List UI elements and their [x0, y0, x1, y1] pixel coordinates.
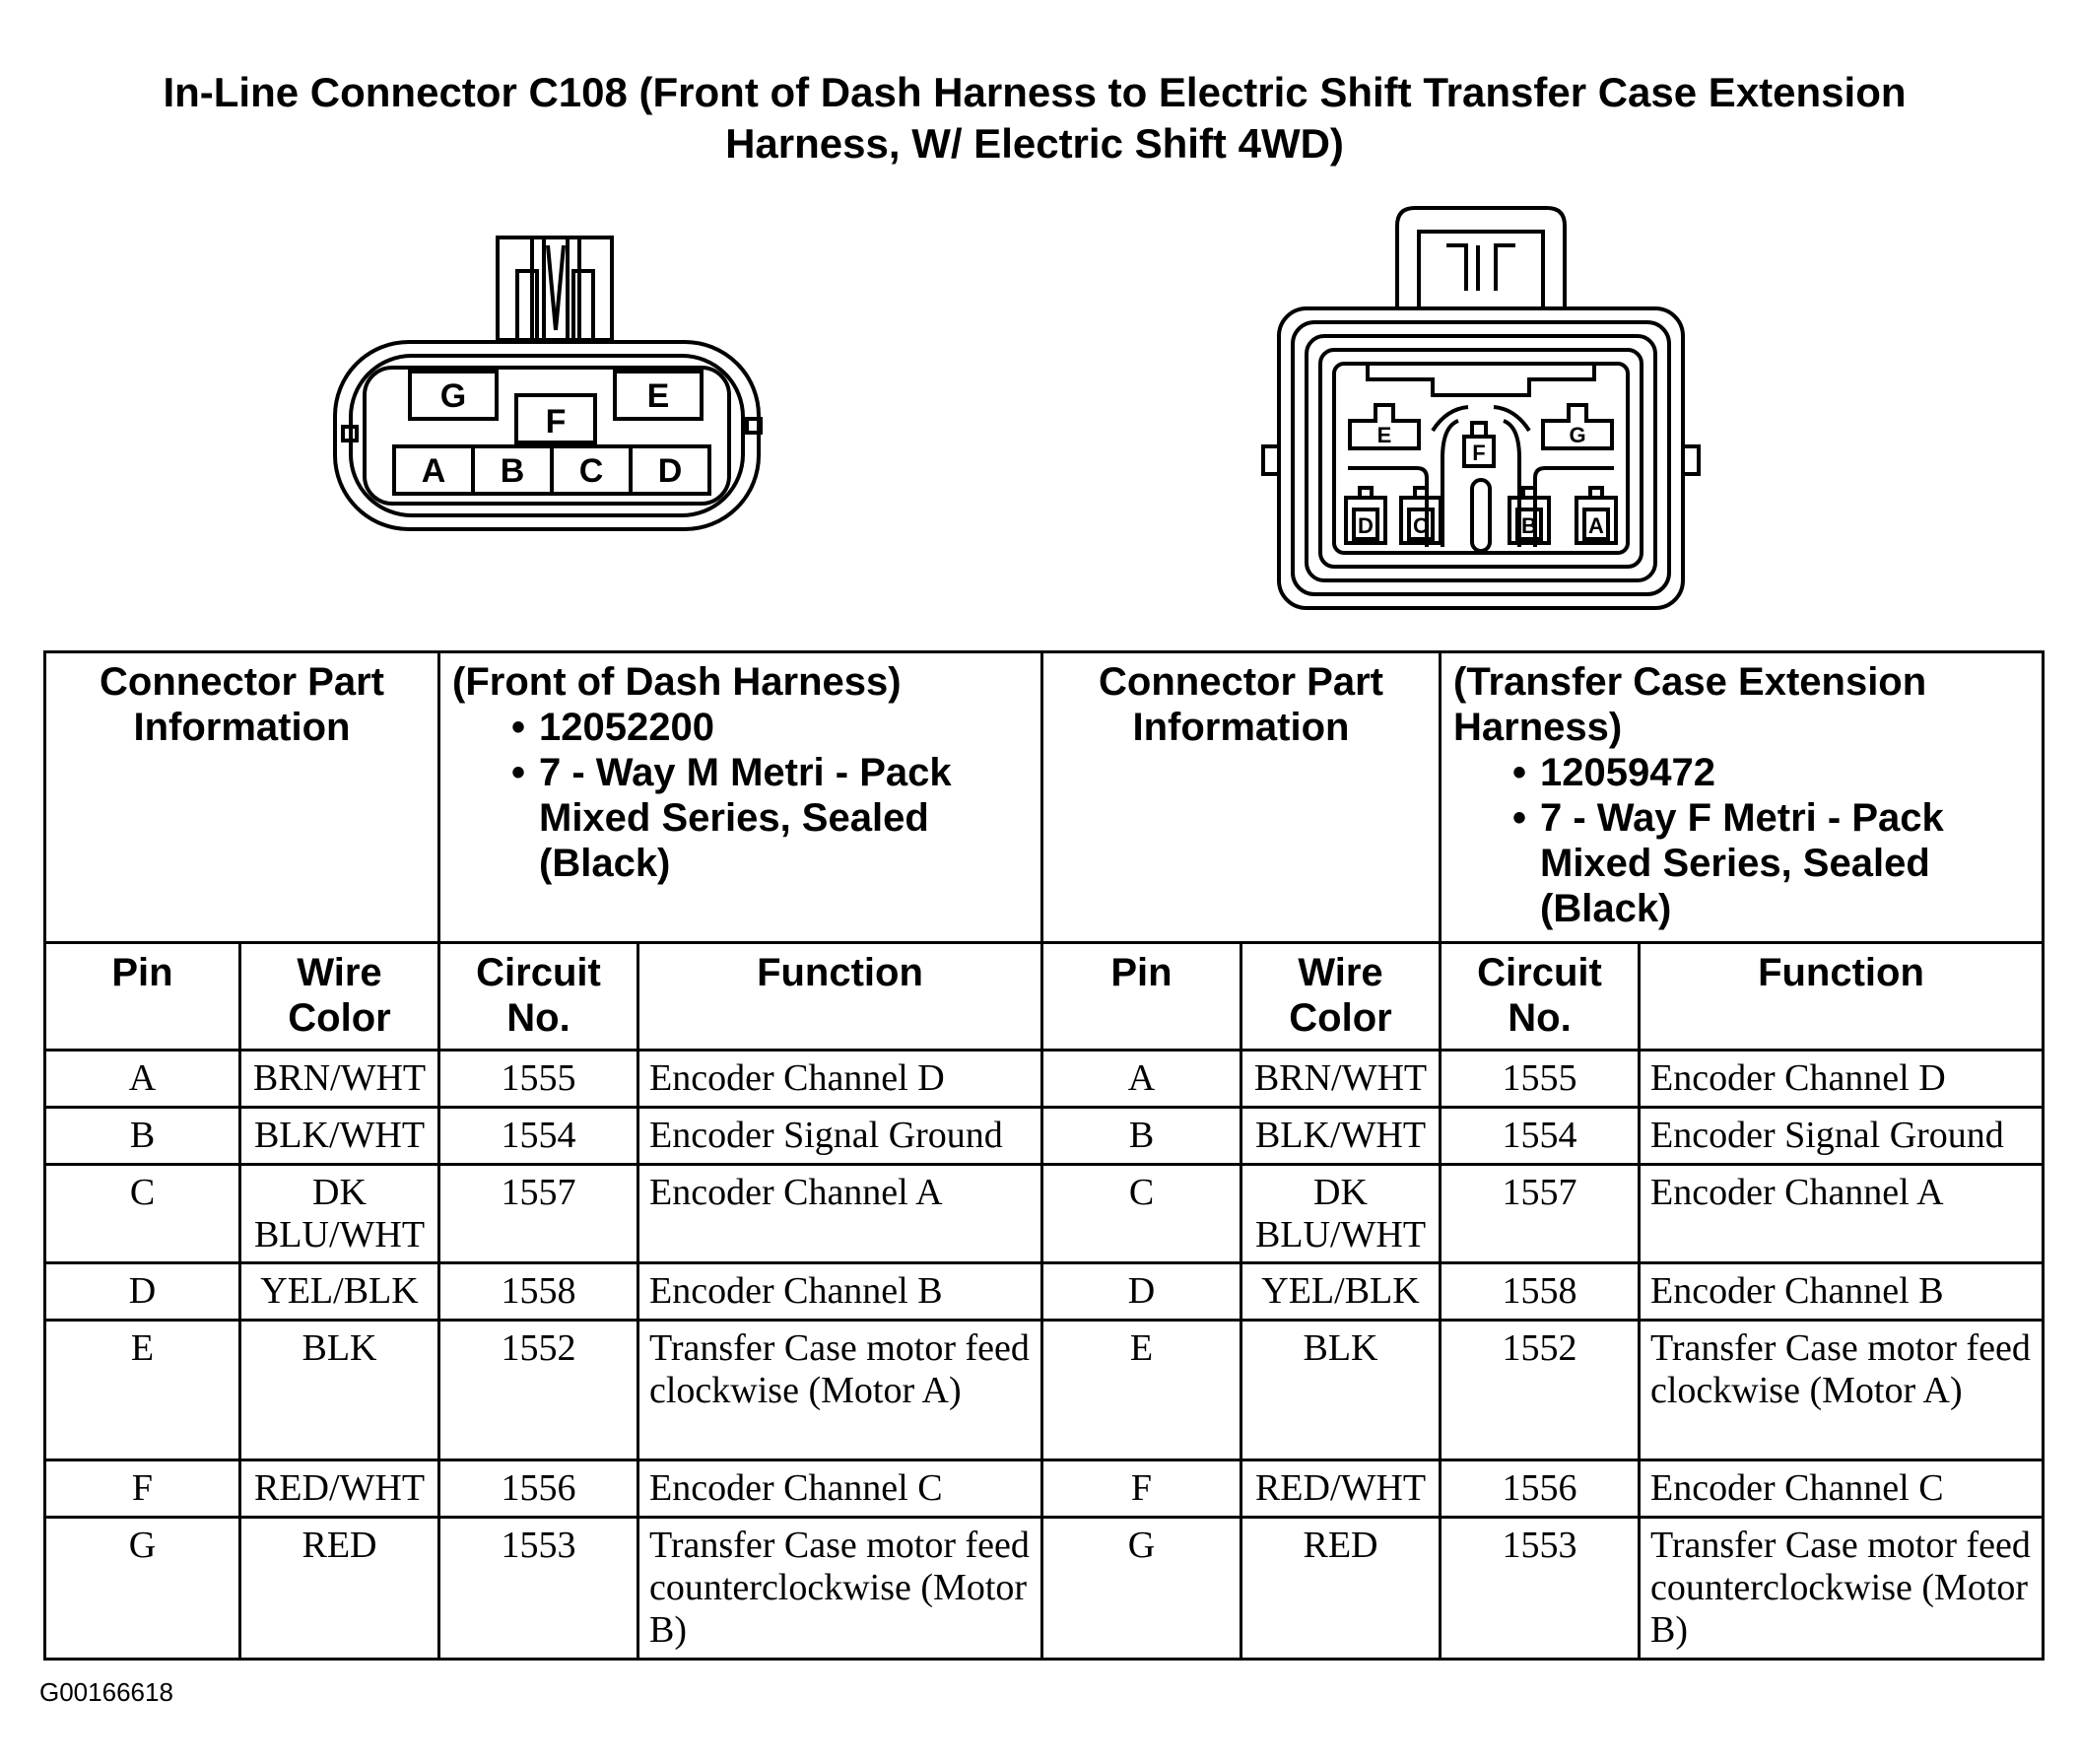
left-wire-color: YEL/BLK	[240, 1263, 439, 1321]
left-function: Transfer Case motor feed counterclockwise (Motor B)	[638, 1518, 1042, 1660]
right-function: Transfer Case motor feed clockwise (Motor A)	[1640, 1321, 2044, 1460]
right-col-pin: Pin	[1042, 943, 1241, 1051]
pinout-table	[43, 650, 2045, 1661]
left-harness-name: (Front of Dash Harness)	[452, 660, 902, 704]
left-pin: G	[45, 1518, 240, 1660]
left-pin: E	[45, 1321, 240, 1460]
left-wire-color: BRN/WHT	[240, 1051, 439, 1108]
left-circuit: 1554	[439, 1108, 638, 1165]
right-pin: G	[1042, 1518, 1241, 1660]
left-col-pin: Pin	[45, 943, 240, 1051]
left-cavity-g: G	[439, 377, 467, 415]
right-circuit: 1553	[1441, 1518, 1640, 1660]
right-cavity-b: B	[1521, 513, 1537, 538]
right-wire-color: BRN/WHT	[1241, 1051, 1441, 1108]
right-circuit: 1554	[1441, 1108, 1640, 1165]
left-function: Encoder Channel C	[638, 1460, 1042, 1518]
table-row	[45, 1051, 2044, 1108]
right-wire-color: RED	[1241, 1518, 1441, 1660]
left-connector-face	[325, 232, 778, 537]
table-row	[45, 1460, 2044, 1518]
left-part-number: • 12052200	[511, 705, 1040, 750]
right-circuit: 1556	[1441, 1460, 1640, 1518]
right-wire-color: RED/WHT	[1241, 1460, 1441, 1518]
left-circuit: 1557	[439, 1165, 638, 1263]
left-pin: B	[45, 1108, 240, 1165]
right-function: Encoder Channel C	[1640, 1460, 2044, 1518]
right-function: Encoder Channel D	[1640, 1051, 2044, 1108]
left-function: Encoder Channel A	[638, 1165, 1042, 1263]
left-cavity-c: C	[578, 452, 604, 490]
right-wire-color: BLK	[1241, 1321, 1441, 1460]
left-wire-color: RED/WHT	[240, 1460, 439, 1518]
left-circuit: 1556	[439, 1460, 638, 1518]
right-harness-name: (Transfer Case Extension Harness)	[1453, 660, 1927, 749]
right-connector-description: • 7 - Way F Metri - Pack Mixed Series, Sealed (Black)	[1512, 795, 2042, 931]
right-info-label: Connector Part Information	[1042, 652, 1441, 943]
right-col-circuit: Circuit No.	[1441, 943, 1640, 1051]
table-row	[45, 1321, 2044, 1460]
right-function: Encoder Channel A	[1640, 1165, 2044, 1263]
right-function: Transfer Case motor feed counterclockwise (Motor B)	[1640, 1518, 2044, 1660]
left-pin: C	[45, 1165, 240, 1263]
left-col-circuit: Circuit No.	[439, 943, 638, 1051]
title-line-2: Harness, W/ Electric Shift 4WD)	[725, 120, 1344, 167]
right-connector-face	[1249, 202, 1712, 616]
left-pin: F	[45, 1460, 240, 1518]
left-col-function: Function	[638, 943, 1042, 1051]
right-wire-color: YEL/BLK	[1241, 1263, 1441, 1321]
left-info-value	[439, 652, 1042, 943]
left-function: Encoder Channel B	[638, 1263, 1042, 1321]
left-function: Encoder Signal Ground	[638, 1108, 1042, 1165]
diagram-title	[39, 67, 2030, 170]
right-cavity-e: E	[1376, 423, 1392, 447]
figure-code: G00166618	[39, 1677, 173, 1707]
left-cavity-b: B	[500, 452, 525, 490]
left-info-label: Connector Part Information	[45, 652, 439, 943]
right-cavity-c: C	[1413, 513, 1429, 538]
right-col-function: Function	[1640, 943, 2044, 1051]
right-part-number: • 12059472	[1512, 750, 2042, 795]
table-row	[45, 1518, 2044, 1660]
left-circuit: 1553	[439, 1518, 638, 1660]
right-circuit: 1557	[1441, 1165, 1640, 1263]
right-function: Encoder Signal Ground	[1640, 1108, 2044, 1165]
right-cavity-a: A	[1588, 513, 1604, 538]
right-pin: A	[1042, 1051, 1241, 1108]
table-row	[45, 1165, 2044, 1263]
left-circuit: 1552	[439, 1321, 638, 1460]
left-wire-color: BLK	[240, 1321, 439, 1460]
left-col-wire-color: Wire Color	[240, 943, 439, 1051]
left-function: Encoder Channel D	[638, 1051, 1042, 1108]
left-cavity-f: F	[545, 403, 567, 441]
right-wire-color: BLK/WHT	[1241, 1108, 1441, 1165]
right-circuit: 1552	[1441, 1321, 1640, 1460]
right-col-wire-color: Wire Color	[1241, 943, 1441, 1051]
left-cavity-d: D	[657, 452, 683, 490]
right-cavity-f: F	[1472, 441, 1486, 465]
left-circuit: 1555	[439, 1051, 638, 1108]
left-pin: D	[45, 1263, 240, 1321]
right-pin: B	[1042, 1108, 1241, 1165]
column-header-row	[45, 943, 2044, 1051]
left-cavity-e: E	[646, 377, 670, 415]
left-connector-description: • 7 - Way M Metri - Pack Mixed Series, Sealed (Black)	[511, 750, 1040, 886]
title-line-1: In-Line Connector C108 (Front of Dash Harness to Electric Shift Transfer Case Extension	[163, 69, 1907, 115]
right-circuit: 1555	[1441, 1051, 1640, 1108]
connector-info-row	[45, 652, 2044, 943]
left-function: Transfer Case motor feed clockwise (Motor A)	[638, 1321, 1042, 1460]
right-pin: E	[1042, 1321, 1241, 1460]
table-row	[45, 1108, 2044, 1165]
right-cavity-g: G	[1569, 423, 1586, 447]
right-cavity-d: D	[1358, 513, 1374, 538]
right-info-value	[1441, 652, 2044, 943]
right-pin: D	[1042, 1263, 1241, 1321]
right-function: Encoder Channel B	[1640, 1263, 2044, 1321]
left-circuit: 1558	[439, 1263, 638, 1321]
left-wire-color: DK BLU/WHT	[240, 1165, 439, 1263]
left-wire-color: RED	[240, 1518, 439, 1660]
left-wire-color: BLK/WHT	[240, 1108, 439, 1165]
left-pin: A	[45, 1051, 240, 1108]
right-pin: C	[1042, 1165, 1241, 1263]
right-wire-color: DK BLU/WHT	[1241, 1165, 1441, 1263]
right-pin: F	[1042, 1460, 1241, 1518]
right-circuit: 1558	[1441, 1263, 1640, 1321]
table-row	[45, 1263, 2044, 1321]
left-cavity-a: A	[421, 452, 446, 490]
